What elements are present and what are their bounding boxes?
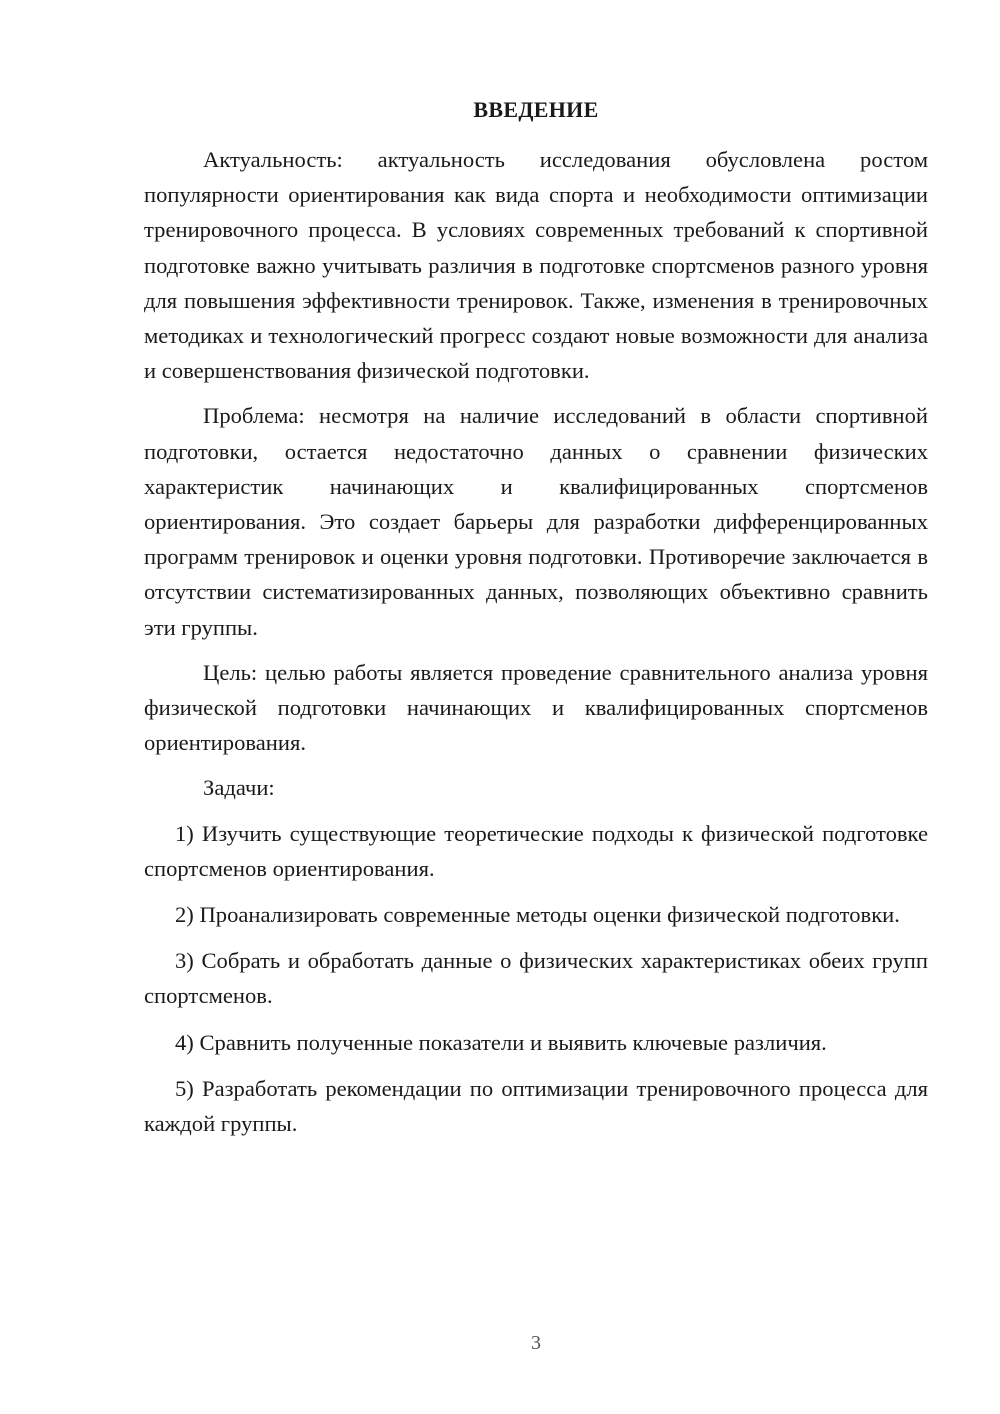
task-item-3: 3) Собрать и обработать данные о физических характеристиках обеих групп спортсменов. [144,948,928,1009]
task-item-2: 2) Проанализировать современные методы оценки физической подготовки. [175,902,900,928]
paragraph-relevance: Актуальность: актуальность исследования обусловлена ростом популярности ориентирования как вида спорта и необходимости оптимизации тренировочного процесса. В условиях современных требований к спортивной подготовке важно учитывать различия в подготовке спортсменов разного уровня для повышения эффективности тренировок. Также, изменения в тренировочных методиках и технологический прогресс создают новые возможности для анализа и совершенствования физической подготовки. [144,147,928,384]
task-item-5: 5) Разработать рекомендации по оптимизации тренировочного процесса для каждой группы. [144,1075,928,1137]
page-title: ВВЕДЕНИЕ [473,97,599,122]
task-item-4: 4) Сравнить полученные показатели и выявить ключевые различия. [175,1029,827,1055]
page-number: 3 [531,1332,541,1354]
document-page [144,92,928,1152]
paragraph-problem: Проблема: несмотря на наличие исследований в области спортивной подготовки, остается недостаточно данных о сравнении физических характеристик начинающих и квалифицированных спортсменов ориентирования. Это создает барьеры для разработки дифференцированных программ тренировок и оценки уровня подготовки. Противоречие заключается в отсутствии систематизированных данных, позволяющих объективно сравнить эти группы. [144,403,928,640]
task-item-1: 1) Изучить существующие теоретические подходы к физической подготовке спортсменов ориентирования. [144,820,928,881]
paragraph-goal: Цель: целью работы является проведение сравнительного анализа уровня физической подготовки начинающих и квалифицированных спортсменов ориентирования. [144,659,928,756]
tasks-heading: Задачи: [203,775,275,801]
